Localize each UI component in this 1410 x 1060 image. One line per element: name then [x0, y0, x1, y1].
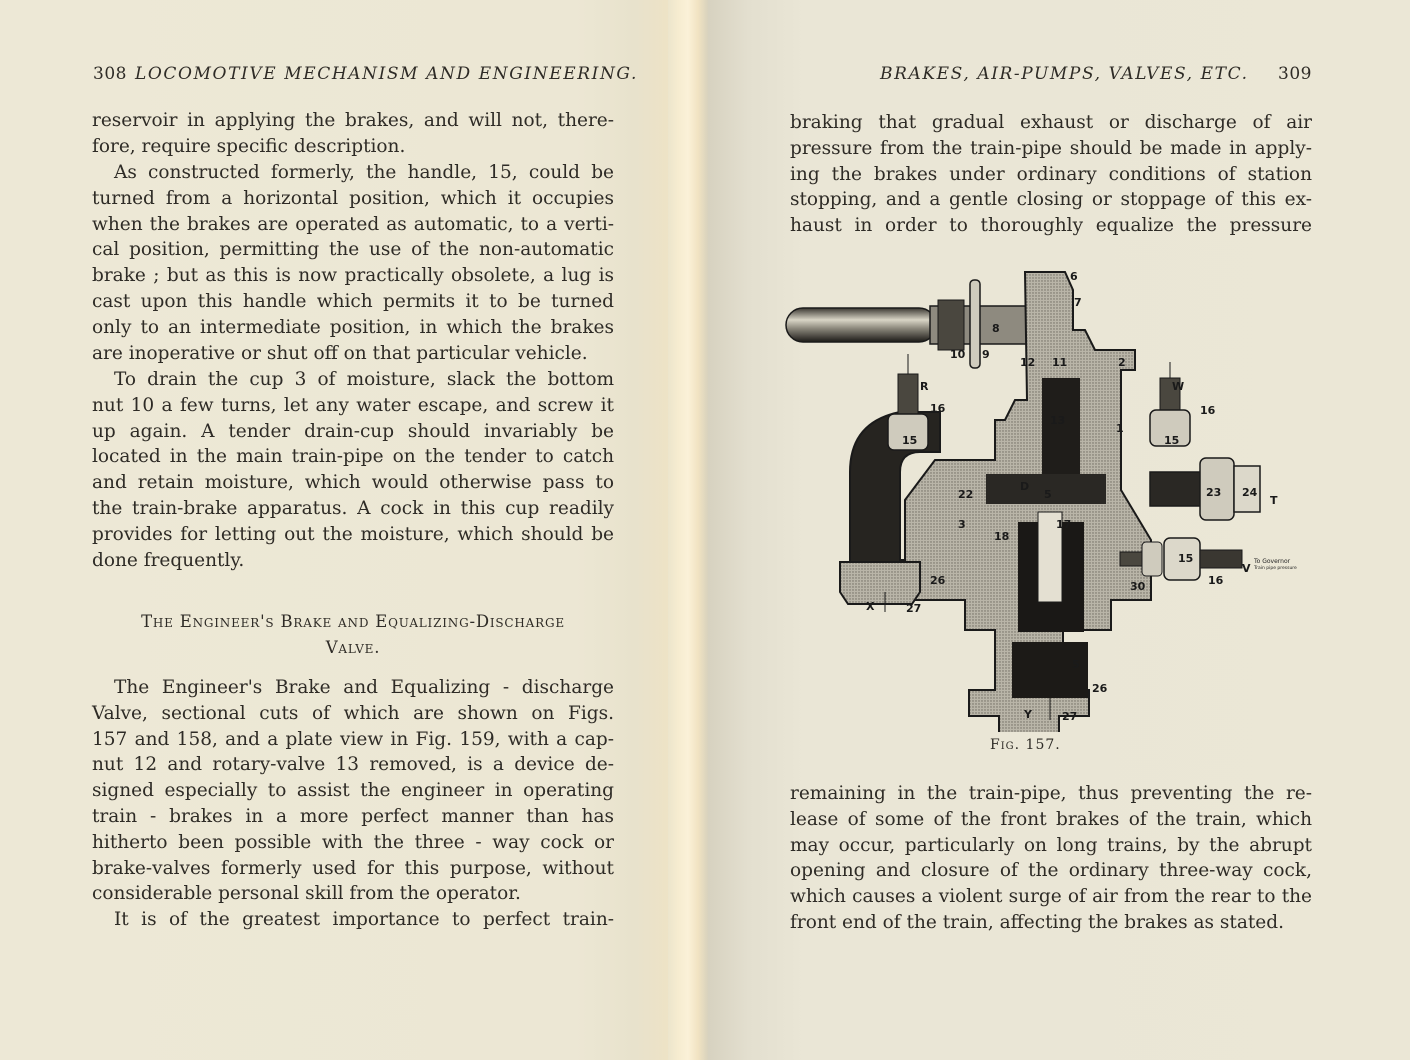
text-line: up again. A tender drain-cup should invariably be	[92, 420, 614, 442]
callout-V: V	[1242, 562, 1251, 575]
text-line: Valve, sectional cuts of which are shown on Figs.	[92, 702, 614, 724]
text-line: fore, require specific description.	[92, 135, 406, 157]
text-line: reservoir in applying the brakes, and will not, there-	[92, 110, 614, 131]
callout-16-right: 16	[1200, 404, 1216, 417]
text-line: front end of the train, affecting the brakes as stated.	[790, 911, 1284, 933]
callout-15-governor: 15	[1178, 552, 1194, 565]
text-line: signed especially to assist the engineer in operating	[92, 780, 614, 802]
text-line: The Engineer's Brake and Equalizing - discharge	[114, 677, 614, 698]
text-line: cast upon this handle which permits it to be turned	[92, 290, 614, 312]
text-line: 157 and 158, and a plate view in Fig. 159, with a cap-	[92, 728, 614, 750]
left-paragraph-4	[92, 675, 614, 933]
callout-10: 10	[950, 348, 966, 361]
callout-26-bottom: 26	[1092, 682, 1108, 695]
text-line: the train-brake apparatus. A cock in this cup readily	[92, 497, 614, 519]
callout-16-left: 16	[930, 402, 946, 415]
callout-9: 9	[982, 348, 990, 361]
text-line: As constructed formerly, the handle, 15, could be	[114, 162, 614, 183]
callout-3: 3	[958, 518, 966, 531]
text-line: It is of the greatest importance to perfect train-	[114, 909, 614, 931]
callout-7: 7	[1074, 296, 1082, 309]
heading-line: The Engineer's Brake and Equalizing-Discharge	[141, 612, 565, 631]
callout-30: 30	[1130, 580, 1146, 593]
callout-27-left: 27	[906, 602, 922, 615]
right-running-title: BRAKES, AIR-PUMPS, VALVES, ETC.	[880, 64, 1249, 84]
text-line: haust in order to thoroughly equalize the pressure	[790, 215, 1312, 237]
section-heading	[92, 609, 614, 661]
text-line: done frequently.	[92, 549, 245, 571]
callout-13: 13	[1050, 414, 1066, 427]
callout-22: 22	[958, 488, 974, 501]
text-line: To drain the cup 3 of moisture, slack the bottom	[114, 369, 614, 390]
text-line: when the brakes are operated as automatic, to a verti-	[92, 213, 614, 235]
callout-D: D	[1020, 480, 1030, 493]
callout-5-upper: 5	[1044, 488, 1052, 501]
text-line: hitherto been possible with the three - way cock or	[92, 831, 614, 853]
right-paragraph-2	[790, 781, 1312, 936]
callout-X: X	[866, 600, 875, 613]
callout-23: 23	[1206, 486, 1222, 499]
callout-17: 17	[1056, 518, 1072, 531]
text-line: located in the main train-pipe on the tender to catch	[92, 446, 614, 468]
callout-5-lower: 5	[1072, 658, 1080, 671]
text-line: considerable personal skill from the operator.	[92, 883, 521, 905]
heading-line: Valve.	[325, 638, 381, 657]
right-paragraph-1	[790, 110, 1312, 239]
callout-15-right: 15	[1164, 434, 1180, 447]
callout-24: 24	[1242, 486, 1258, 499]
text-line: are inoperative or shut off on that particular vehicle.	[92, 342, 588, 364]
text-line: provides for letting out the moisture, which should be	[92, 523, 614, 545]
text-line: cal position, permitting the use of the non-automatic	[92, 239, 614, 261]
text-line: which causes a violent surge of air from the rear to the	[790, 886, 1312, 908]
label-train-pipe-pressure: Train pipe pressure	[1254, 566, 1297, 571]
callout-T: T	[1270, 494, 1278, 507]
text-line: and retain moisture, which would otherwise pass to	[92, 472, 614, 494]
text-line: only to an intermediate position, in which the brakes	[92, 316, 614, 338]
callout-Y: Y	[1024, 708, 1032, 721]
callout-11: 11	[1052, 356, 1068, 369]
callout-W: W	[1172, 380, 1185, 393]
callout-26-left: 26	[930, 574, 946, 587]
figure-157-valve-diagram	[780, 262, 1320, 732]
text-line: pressure from the train-pipe should be made in apply-	[790, 137, 1312, 159]
text-line: ing the brakes under ordinary conditions of station	[790, 163, 1312, 185]
label-to-governor: To Governor	[1254, 558, 1291, 565]
figure-caption: Fig. 157.	[990, 737, 1061, 753]
callout-R: R	[920, 380, 929, 393]
text-line: may occur, particularly on long trains, by the abrupt	[790, 834, 1312, 856]
callout-18: 18	[994, 530, 1010, 543]
callout-2: 2	[1118, 356, 1126, 369]
left-page-number: 308	[93, 64, 127, 84]
left-paragraph-1	[92, 108, 614, 160]
text-line: nut 10 a few turns, let any water escape, and screw it	[92, 394, 614, 416]
right-page-number: 309	[1278, 64, 1312, 84]
callout-12: 12	[1020, 356, 1036, 369]
text-line: opening and closure of the ordinary three-way cock,	[790, 860, 1312, 882]
callout-8: 8	[992, 322, 1000, 335]
text-line: nut 12 and rotary-valve 13 removed, is a device de-	[92, 754, 614, 776]
text-line: brake ; but as this is now practically obsolete, a lug is	[92, 265, 614, 287]
text-line: remaining in the train-pipe, thus preventing the re-	[790, 783, 1312, 804]
book-gutter	[668, 0, 708, 1060]
callout-6: 6	[1070, 270, 1078, 283]
text-line: brake-valves formerly used for this purpose, without	[92, 857, 614, 879]
callout-1: 1	[1116, 422, 1124, 435]
text-line: turned from a horizontal position, which it occupies	[92, 187, 614, 209]
callout-16-governor: 16	[1208, 574, 1224, 587]
text-line: braking that gradual exhaust or discharge of air	[790, 112, 1312, 133]
text-line: stopping, and a gentle closing or stoppage of this ex-	[790, 189, 1312, 211]
left-paragraph-2	[92, 160, 614, 366]
callout-27-bottom: 27	[1062, 710, 1078, 723]
text-line: lease of some of the front brakes of the train, which	[790, 808, 1312, 830]
left-paragraph-3	[92, 367, 614, 573]
callout-15-left: 15	[902, 434, 918, 447]
left-running-title: LOCOMOTIVE MECHANISM AND ENGINEERING.	[134, 64, 639, 84]
text-line: train - brakes in a more perfect manner than has	[92, 805, 614, 827]
left-running-head	[93, 64, 638, 84]
